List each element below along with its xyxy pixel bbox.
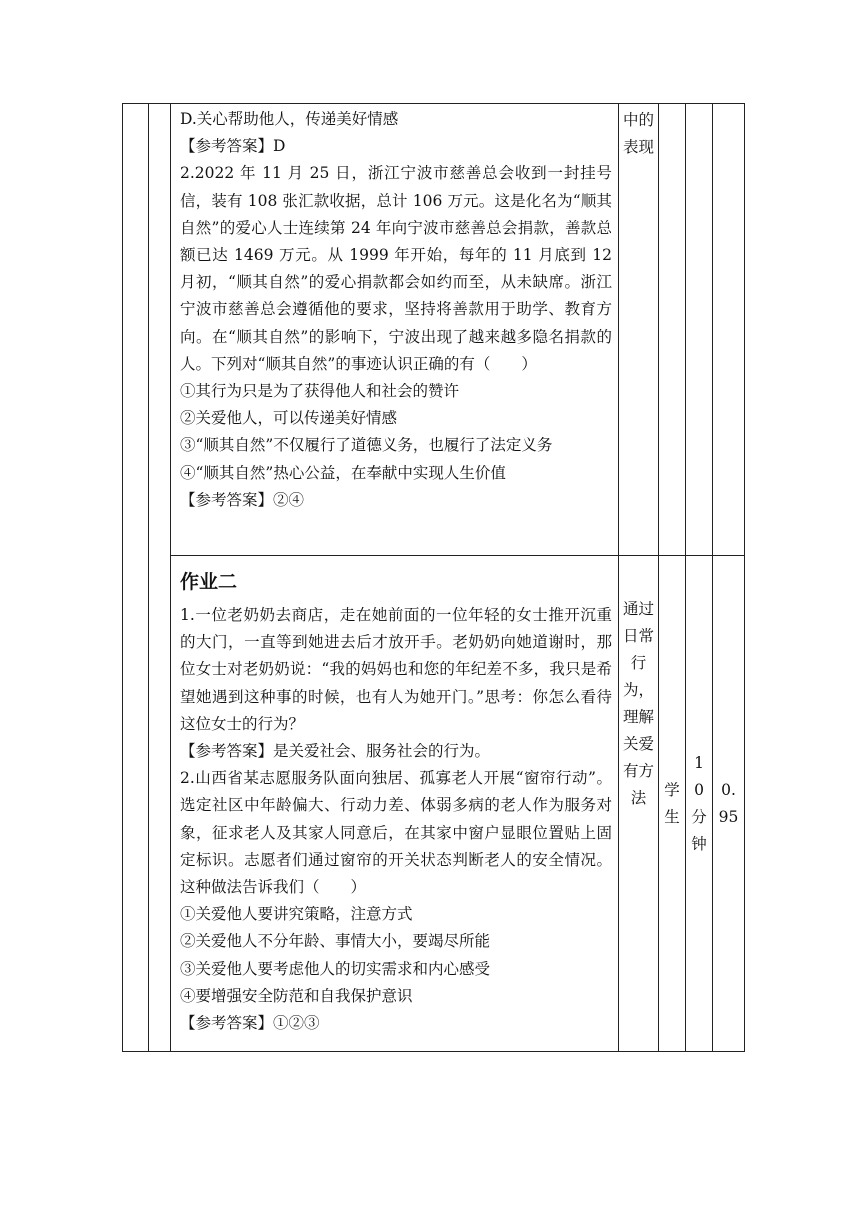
exercise-content-cell [171, 556, 619, 1052]
exercise-content-cell [171, 104, 619, 556]
subject-text: 学生 [664, 780, 680, 826]
question-text: 2.山西省某志愿服务队面向独居、孤寡老人开展“窗帘行动”。选定社区中年龄偏大、行动力差、体弱多病的老人作为服务对象，征求老人及其家人同意后，在其家中窗户显眼位置贴上固定标识。志愿者们通过窗帘的开关状态判断老人的安全情况。这种做法告诉我们（ ） [180, 769, 612, 897]
blank-cell [686, 104, 713, 556]
option-line: ①其行为只是为了获得他人和社会的赞许 [180, 382, 460, 401]
option-line: ②关爱他人不分年龄、事情大小，要竭尽所能 [180, 932, 491, 951]
blank-cell [123, 104, 149, 1052]
table-row-2 [123, 556, 745, 1052]
homework-table [122, 103, 745, 1052]
subject-cell [659, 556, 686, 1052]
answer-line: 【参考答案】①②③ [180, 1014, 320, 1033]
option-line: ①关爱他人要讲究策略，注意方式 [180, 905, 413, 924]
time-cell [686, 556, 713, 1052]
blank-cell [149, 104, 171, 1052]
section-heading: 作业二 [180, 571, 238, 593]
option-line: ④要增强安全防范和自我保护意识 [180, 986, 413, 1005]
answer-line: 【参考答案】D [180, 137, 286, 156]
difficulty-cell [713, 556, 745, 1052]
objective-text: 中的表现 [623, 111, 655, 156]
option-line: ②关爱他人，可以传递美好情感 [180, 409, 398, 428]
option-line: ③“顺其自然”不仅履行了道德义务，也履行了法定义务 [180, 436, 553, 455]
blank-cell [713, 104, 745, 556]
objective-cell [619, 104, 659, 556]
difficulty-text: 0.95 [718, 780, 739, 826]
time-text: 10分钟 [691, 753, 707, 853]
answer-line: 【参考答案】②④ [180, 490, 305, 509]
text-line: D.关心帮助他人，传递美好情感 [180, 110, 399, 128]
question-text: 2.2022 年 11 月 25 日，浙江宁波市慈善总会收到一封挂号信，装有 108 张汇款收据，总计 106 万元。这是化名为“顺其自然”的爱心人士连续第 24 年向宁波市慈善总会捐款，善款总额已达 1469 万元。从 1999 年开始，每年的 11 月底到 12 月初，“顺其自然”的爱心捐款都会如约而至，从未缺席。浙江宁波市慈善总会遵循他的要求，坚持将善款用于助学、教育方向。在“顺其自然”的影响下，宁波出现了越来越多隐名捐款的人。下列对“顺其自然”的事迹认识正确的有（ ） [180, 164, 612, 373]
objective-text: 通过日常行为，理解关爱有方法 [623, 600, 655, 807]
option-line: ④“顺其自然”热心公益，在奉献中实现人生价值 [180, 463, 506, 482]
objective-cell [619, 556, 659, 1052]
table-row-1 [123, 104, 745, 556]
question-text: 1.一位老奶奶去商店，走在她前面的一位年轻的女士推开沉重的大门，一直等到她进去后才放开手。老奶奶向她道谢时，那位女士对老奶奶说：“我的妈妈也和您的年纪差不多，我只是希望她遇到这种事的时候，也有人为她开门。”思考：你怎么看待这位女士的行为？ [180, 606, 612, 733]
answer-line: 【参考答案】是关爱社会、服务社会的行为。 [180, 742, 491, 761]
option-line: ③关爱他人要考虑他人的切实需求和内心感受 [180, 959, 491, 978]
blank-cell [659, 104, 686, 556]
